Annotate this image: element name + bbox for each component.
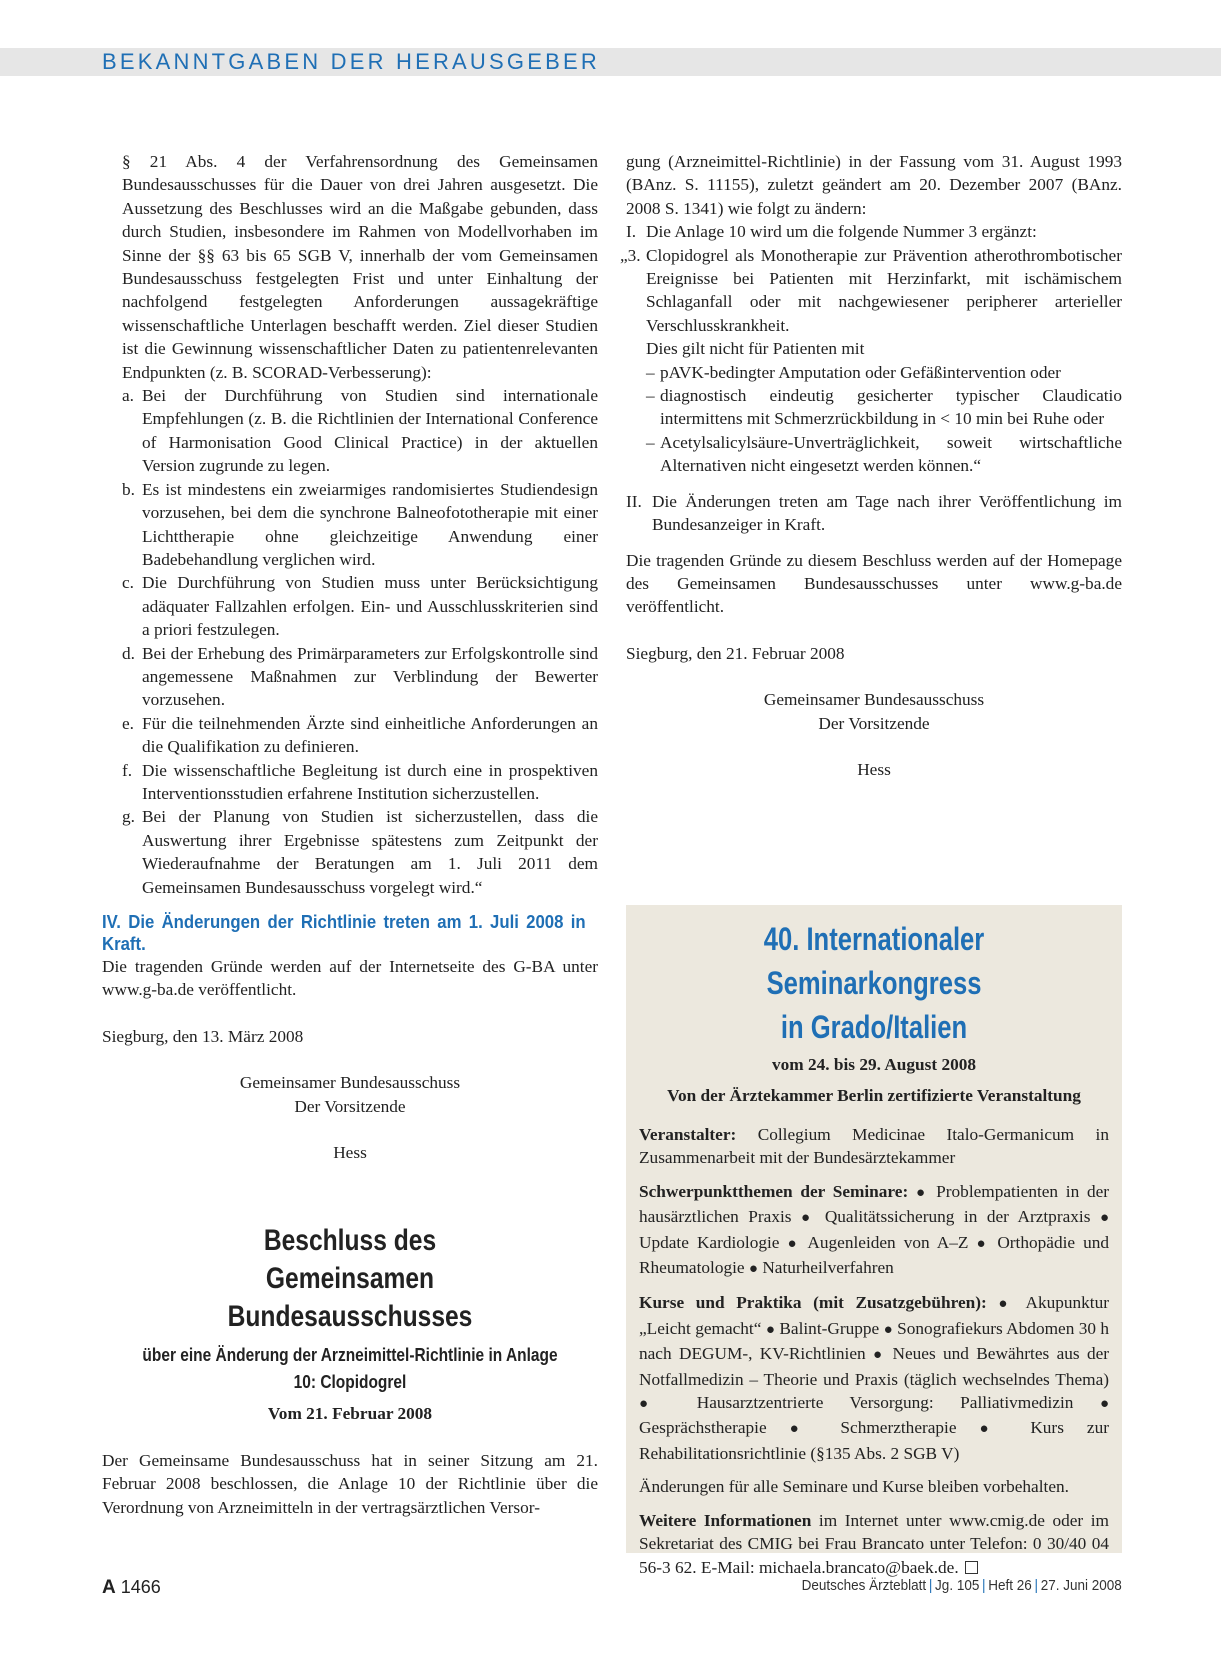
course-item: Neues und Bewährtes aus der Notfallmedizin – Theorie und Praxis (täglich wechselndes Thema) [639, 1344, 1110, 1389]
topic-item: Orthopädie und Rheumatologie [639, 1232, 1110, 1278]
bullet-icon: ● [873, 1347, 886, 1364]
changes-note: Änderungen für alle Seminare und Kurse bleiben vorbehalten. [639, 1477, 1069, 1497]
sign-org-left: Gemeinsamer Bundesausschuss [239, 1073, 461, 1093]
sign-org-right: Gemeinsamer Bundesausschuss [763, 690, 985, 710]
bullet-icon: ● [976, 1235, 990, 1252]
topic-item: Problempatienten in der hausärztlichen Praxis [639, 1181, 1110, 1227]
exclusion-intro: Dies gilt nicht für Patienten mit [646, 339, 865, 359]
requirement-item: c. Die Durchführung von Studien muss unter Berücksichtigung adäquater Fallzahlen erfolgen. Ein- und Ausschlusskriterien sind a priori festzulegen. [122, 573, 598, 640]
section-iv-text: Die tragenden Gründe werden auf der Internetseite des G-BA unter www.g-ba.de veröffentlicht. [102, 957, 598, 1000]
info-text: im Internet unter www.cmig.de oder im Sekretariat des CMIG bei Frau Brancato unter Telefon: 0 30/40 04 56-3 62. E-Mail: michaela.brancato@baek.de. [639, 1510, 1109, 1577]
topics-label: Schwerpunktthemen der Seminare: [639, 1181, 909, 1201]
sign-name-right: Hess [857, 759, 891, 779]
info-label: Weitere Informationen [639, 1510, 812, 1530]
requirement-item: d. Bei der Erhebung des Primärparameters zur Erfolgskontrolle sind angemessene Maßnahmen zur Verblindung der Bewerter vorzusehen. [122, 643, 598, 710]
change-item-ii: II. Die Änderungen treten am Tage nach ihrer Veröffentlichung im Bundesanzeiger in Kraft. [626, 491, 1122, 535]
exclusion-item: – Acetylsalicylsäure-Unverträglichkeit, soweit wirtschaftliche Alternativen nicht eingesetzt werden können.“ [646, 432, 1122, 476]
organizer-text: Collegium Medicinae Italo-Germanicum in Zusammenarbeit mit der Bundesärztekammer [639, 1125, 1109, 1168]
congress-certified: Von der Ärztekammer Berlin zertifizierte Veranstaltung [667, 1086, 1081, 1105]
bullet-icon: ● [789, 1421, 818, 1438]
bullet-icon: ● [915, 1184, 929, 1201]
bullet-icon: ● [998, 1296, 1015, 1313]
topic-item: Augenleiden von A–Z [807, 1232, 969, 1252]
course-item: Hausarztzentrierte Versorgung: Palliativmedizin [696, 1393, 1074, 1413]
congress-title-line1: 40. Internationaler Seminarkongress [763, 921, 985, 1001]
course-item: Kurs zur Rehabilitationsrichtlinie (§135 Abs. 2 SGB V) [639, 1418, 1109, 1463]
congress-announcement-box [626, 905, 1122, 1577]
resolution-subtitle: über eine Änderung der Arzneimittel-Richtlinie in Anlage 10: Clopidogrel [142, 1345, 558, 1393]
journal-date: 27. Juni 2008 [1040, 1577, 1122, 1594]
sign-name-left: Hess [333, 1143, 367, 1163]
page-number: A 1466 [102, 1577, 161, 1598]
bullet-icon: ● [883, 1321, 893, 1338]
sign-role-left: Der Vorsitzende [294, 1096, 406, 1116]
requirement-item: a. Bei der Durchführung von Studien sind internationale Empfehlungen (z. B. die Richtlinien der International Conference of Harmonisation Good Clinical Practice) in der aktuellen Version zugrunde zu legen. [122, 386, 598, 476]
bullet-icon: ● [801, 1210, 816, 1227]
journal-citation: Deutsches Ärzteblatt | Jg. 105 | Heft 26 | 27. Juni 2008 [801, 1577, 1122, 1594]
resolution-title-line1: Beschluss des [263, 1224, 437, 1258]
course-item: Gesprächstherapie [639, 1418, 767, 1438]
course-item: Akupunktur „Leicht gemacht“ [639, 1293, 1110, 1338]
bullet-icon: ● [1099, 1210, 1109, 1227]
topics-paragraph [639, 1180, 1109, 1282]
courses-label: Kurse und Praktika (mit Zusatzgebühren): [639, 1293, 987, 1313]
left-column [102, 150, 598, 1519]
course-item: Sonografiekurs Abdomen 30 h nach DEGUM-, KV-Richtlinien [639, 1318, 1110, 1364]
exclusion-list [626, 361, 1122, 478]
resolution-date: Vom 21. Februar 2008 [267, 1404, 433, 1424]
reasons-paragraph: Die tragenden Gründe zu diesem Beschluss werden auf der Homepage des Gemeinsamen Bundesausschusses unter www.g-ba.de veröffentlicht. [626, 550, 1122, 617]
left-intro-paragraph: § 21 Abs. 4 der Verfahrensordnung des Gemeinsamen Bundesausschusses für die Dauer von drei Jahren ausgesetzt. Die Aussetzung des Beschlusses wird an die Maßgabe gebunden, dass durch Studien, insbesondere im Rahmen von Modellvorhaben im Sinne der §§ 63 bis 65 SGB V, innerhalb der vom Gemeinsamen Bundesausschuss festgelegten Frist und unter Einhaltung der nachfolgend festgelegten Anforderungen aussagekräftige wissenschaftliche Unterlagen beschafft werden. Ziel dieser Studien ist die Gewinnung wissenschaftlicher Daten zu patientenrelevanten Endpunkten (z. B. SCORAD-Verbesserung): [122, 152, 598, 382]
organizer-label: Veranstalter: [639, 1125, 737, 1144]
change-item-i: I. Die Anlage 10 wird um die folgende Nummer 3 ergänzt: [626, 222, 1037, 242]
end-square-icon [965, 1561, 978, 1574]
courses-paragraph [639, 1291, 1109, 1465]
section-iv-heading: IV. Die Änderungen der Richtlinie treten am 1. Juli 2008 in Kraft. [102, 912, 586, 954]
bullet-icon: ● [1099, 1396, 1109, 1413]
right-intro-paragraph: gung (Arzneimittel-Richtlinie) in der Fassung vom 31. August 1993 (BAnz. S. 11155), zuletzt geändert am 20. Dezember 2007 (BAnz. 2008 S. 1341) wie folgt zu ändern: [626, 152, 1122, 218]
journal-issue: Heft 26 [988, 1577, 1033, 1594]
place-date-left: Siegburg, den 13. März 2008 [102, 1026, 304, 1046]
bullet-icon: ● [765, 1321, 775, 1338]
change-item-3: „3. Clopidogrel als Monotherapie zur Prävention atherothrombotischer Ereignisse bei Patienten mit Herzinfarkt, mit ischämischem Schlaganfall oder mit nachgewiesener peripherer arterieller Verschlusskrankheit. [620, 245, 1122, 335]
sign-role-right: Der Vorsitzende [818, 713, 930, 733]
section-header-title: BEKANNTGABEN DER HERAUSGEBER [102, 49, 600, 74]
topic-item: Naturheilverfahren [762, 1258, 894, 1278]
resolution-title-line2: Gemeinsamen Bundesausschusses [227, 1262, 473, 1334]
resolution-text: Der Gemeinsame Bundesausschuss hat in seiner Sitzung am 21. Februar 2008 beschlossen, die Anlage 10 der Richtlinie über die Verordnung von Arzneimitteln in der vertragsärztlichen Versor- [102, 1450, 598, 1517]
congress-dates: vom 24. bis 29. August 2008 [771, 1055, 977, 1074]
requirement-item: e. Für die teilnehmenden Ärzte sind einheitliche Anforderungen an die Qualifikation zu definieren. [122, 713, 598, 757]
topic-item: Update Kardiologie [639, 1232, 780, 1252]
course-item: Balint-Gruppe [779, 1318, 880, 1338]
section-header-bar [0, 48, 1221, 76]
requirement-item: b. Es ist mindestens ein zweiarmiges randomisiertes Studiendesign vorzusehen, bei dem die synchrone Balneofototherapie mit einer Lichttherapie ohne gleichzeitige Anwendung einer Badebehandlung verglichen wird. [122, 479, 598, 569]
bullet-icon: ● [748, 1261, 758, 1278]
topic-item: Qualitätssicherung in der Arztpraxis [824, 1207, 1091, 1227]
exclusion-item: – pAVK-bedingter Amputation oder Gefäßintervention oder [646, 362, 1061, 382]
journal-volume: Jg. 105 [935, 1577, 980, 1594]
journal-name: Deutsches Ärzteblatt [801, 1577, 927, 1594]
requirement-item: g. Bei der Planung von Studien ist sicherzustellen, dass die Auswertung ihrer Ergebnisse spätestens zum Zeitpunkt der Wiederaufnahme der Beratungen am 1. Juli 2011 dem Gemeinsamen Bundesausschuss vorgelegt wird.“ [122, 807, 598, 897]
congress-title-line2: in Grado/Italien [780, 1009, 968, 1045]
right-column [620, 150, 1122, 781]
bullet-icon: ● [787, 1235, 801, 1252]
bullet-icon: ● [979, 1421, 1008, 1438]
course-item: Schmerztherapie [840, 1418, 957, 1438]
exclusion-item: – diagnostisch eindeutig gesicherter typischer Claudicatio intermittens mit Schmerzrückbildung in < 10 min bei Ruhe oder [646, 386, 1122, 429]
bullet-icon: ● [639, 1396, 671, 1413]
requirements-list [102, 384, 598, 899]
requirement-item: f. Die wissenschaftliche Begleitung ist durch eine in prospektiven Interventionsstudien erfahrene Institution sicherzustellen. [122, 760, 598, 803]
place-date-right: Siegburg, den 21. Februar 2008 [626, 643, 845, 663]
